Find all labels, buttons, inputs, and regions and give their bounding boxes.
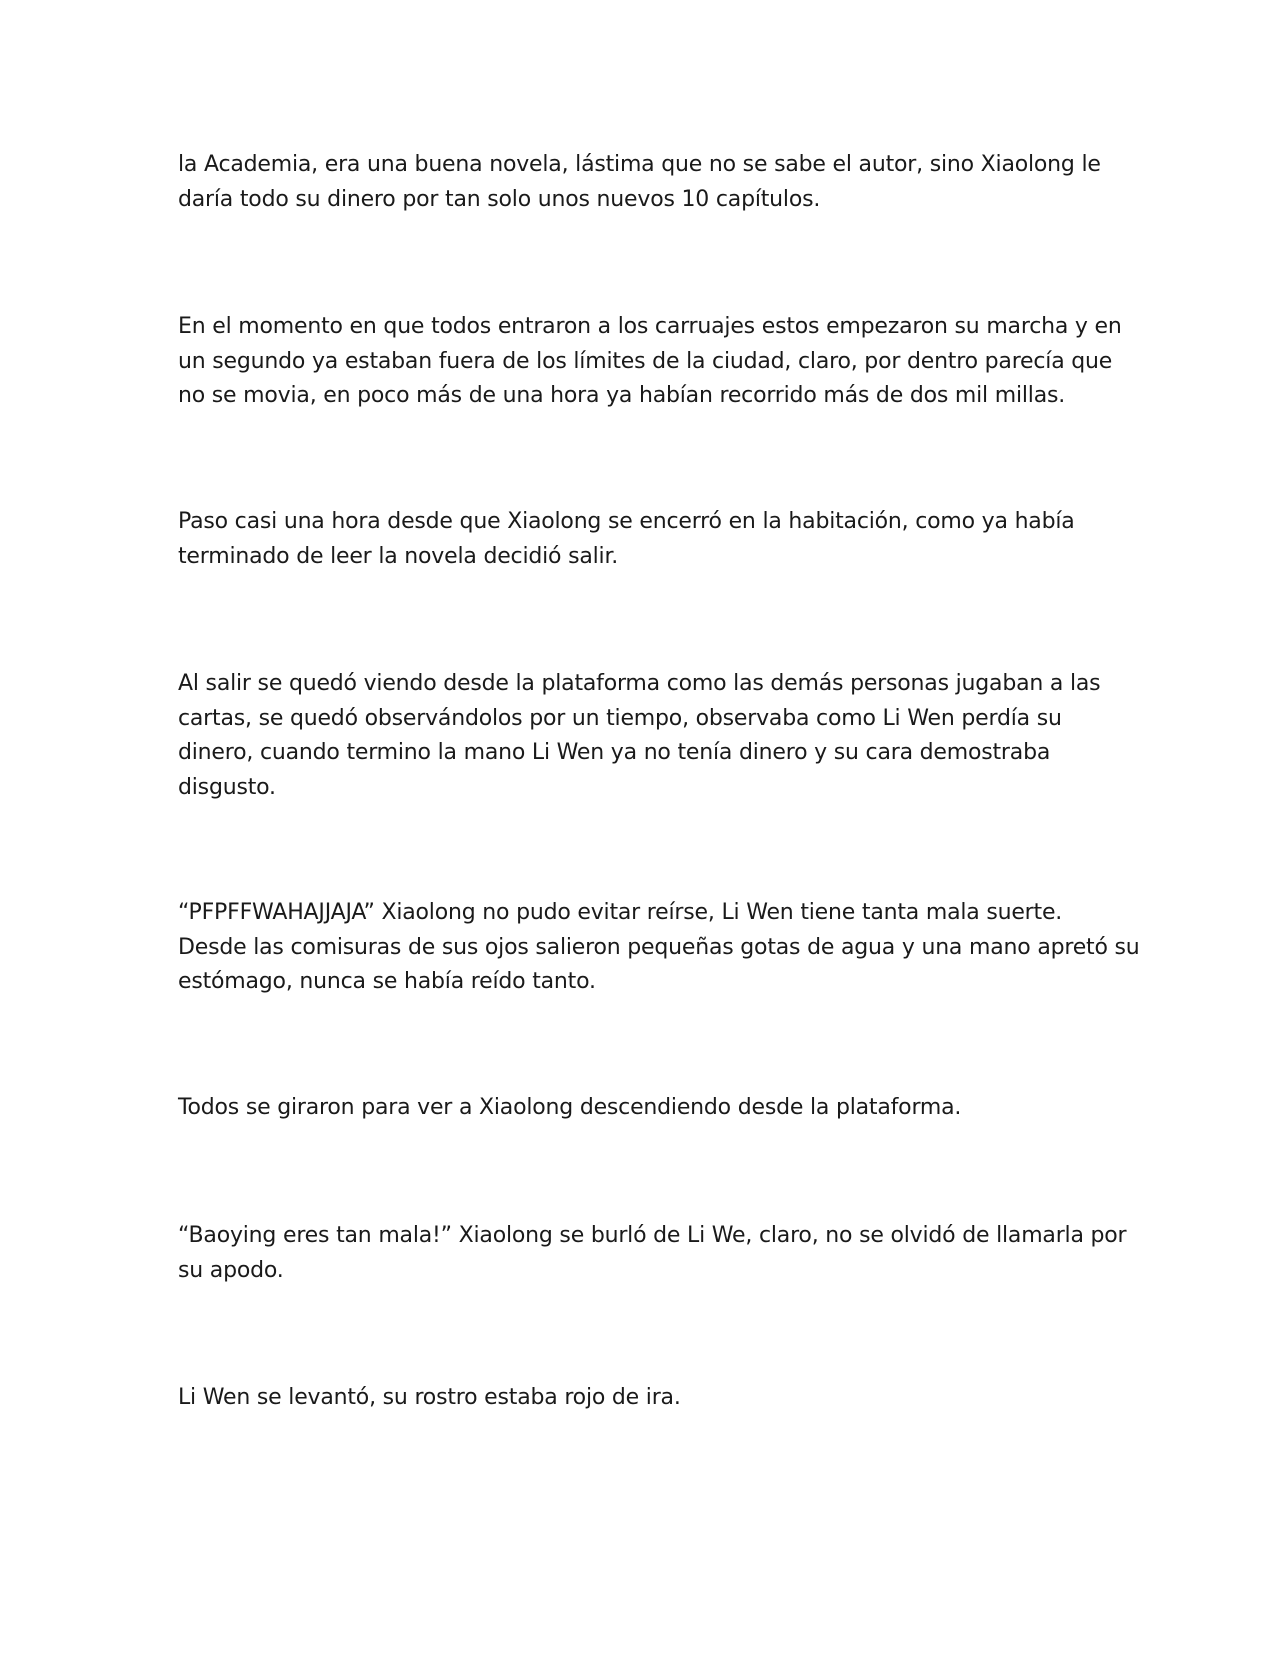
text-line: “PFPFFWAHAJJAJA” Xiaolong no pudo evitar reírse, Li Wen tiene tanta mala suerte.: [178, 900, 1063, 925]
text-line: un segundo ya estaban fuera de los límites de la ciudad, claro, por dentro parecía que: [178, 348, 1113, 374]
paragraph-5: [178, 896, 1140, 1000]
paragraph-8: [178, 1381, 1098, 1416]
text-line: Todos se giraron para ver a Xiaolong descendiendo desde la plataforma.: [178, 1095, 962, 1120]
text-line: daría todo su dinero por tan solo unos nuevos 10 capítulos.: [178, 186, 821, 212]
text-line: la Academia, era una buena novela, lástima que no se sabe el autor, sino Xiaolong le: [178, 152, 1101, 177]
text-line: no se movia, en poco más de una hora ya habían recorrido más de dos mil millas.: [178, 383, 1066, 408]
text-line: su apodo.: [178, 1257, 284, 1283]
text-line: cartas, se quedó observándolos por un tiempo, observaba como Li Wen perdía su: [178, 705, 1062, 731]
paragraph-3: [178, 505, 1098, 574]
text-line: En el momento en que todos entraron a los carruajes estos empezaron su marcha y en: [178, 314, 1122, 339]
paragraph-7: [178, 1219, 1127, 1288]
paragraph-2: [178, 310, 1122, 414]
text-line: “Baoying eres tan mala!” Xiaolong se burló de Li We, claro, no se olvidó de llamarla por: [178, 1223, 1127, 1248]
paragraph-4: [178, 667, 1101, 805]
text-line: Li Wen se levantó, su rostro estaba rojo de ira.: [178, 1385, 681, 1410]
text-line: dinero, cuando termino la mano Li Wen ya no tenía dinero y su cara demostraba: [178, 740, 1051, 765]
text-line: Al salir se quedó viendo desde la plataforma como las demás personas jugaban a las: [178, 671, 1101, 696]
paragraph-1: [178, 148, 1101, 217]
paragraph-6: [178, 1091, 1098, 1126]
text-line: Paso casi una hora desde que Xiaolong se encerró en la habitación, como ya había: [178, 509, 1075, 534]
text-line: Desde las comisuras de sus ojos salieron pequeñas gotas de agua y una mano apretó su: [178, 934, 1140, 960]
text-line: estómago, nunca se había reído tanto.: [178, 969, 596, 994]
text-line: terminado de leer la novela decidió salir.: [178, 543, 619, 569]
text-line: disgusto.: [178, 774, 276, 800]
